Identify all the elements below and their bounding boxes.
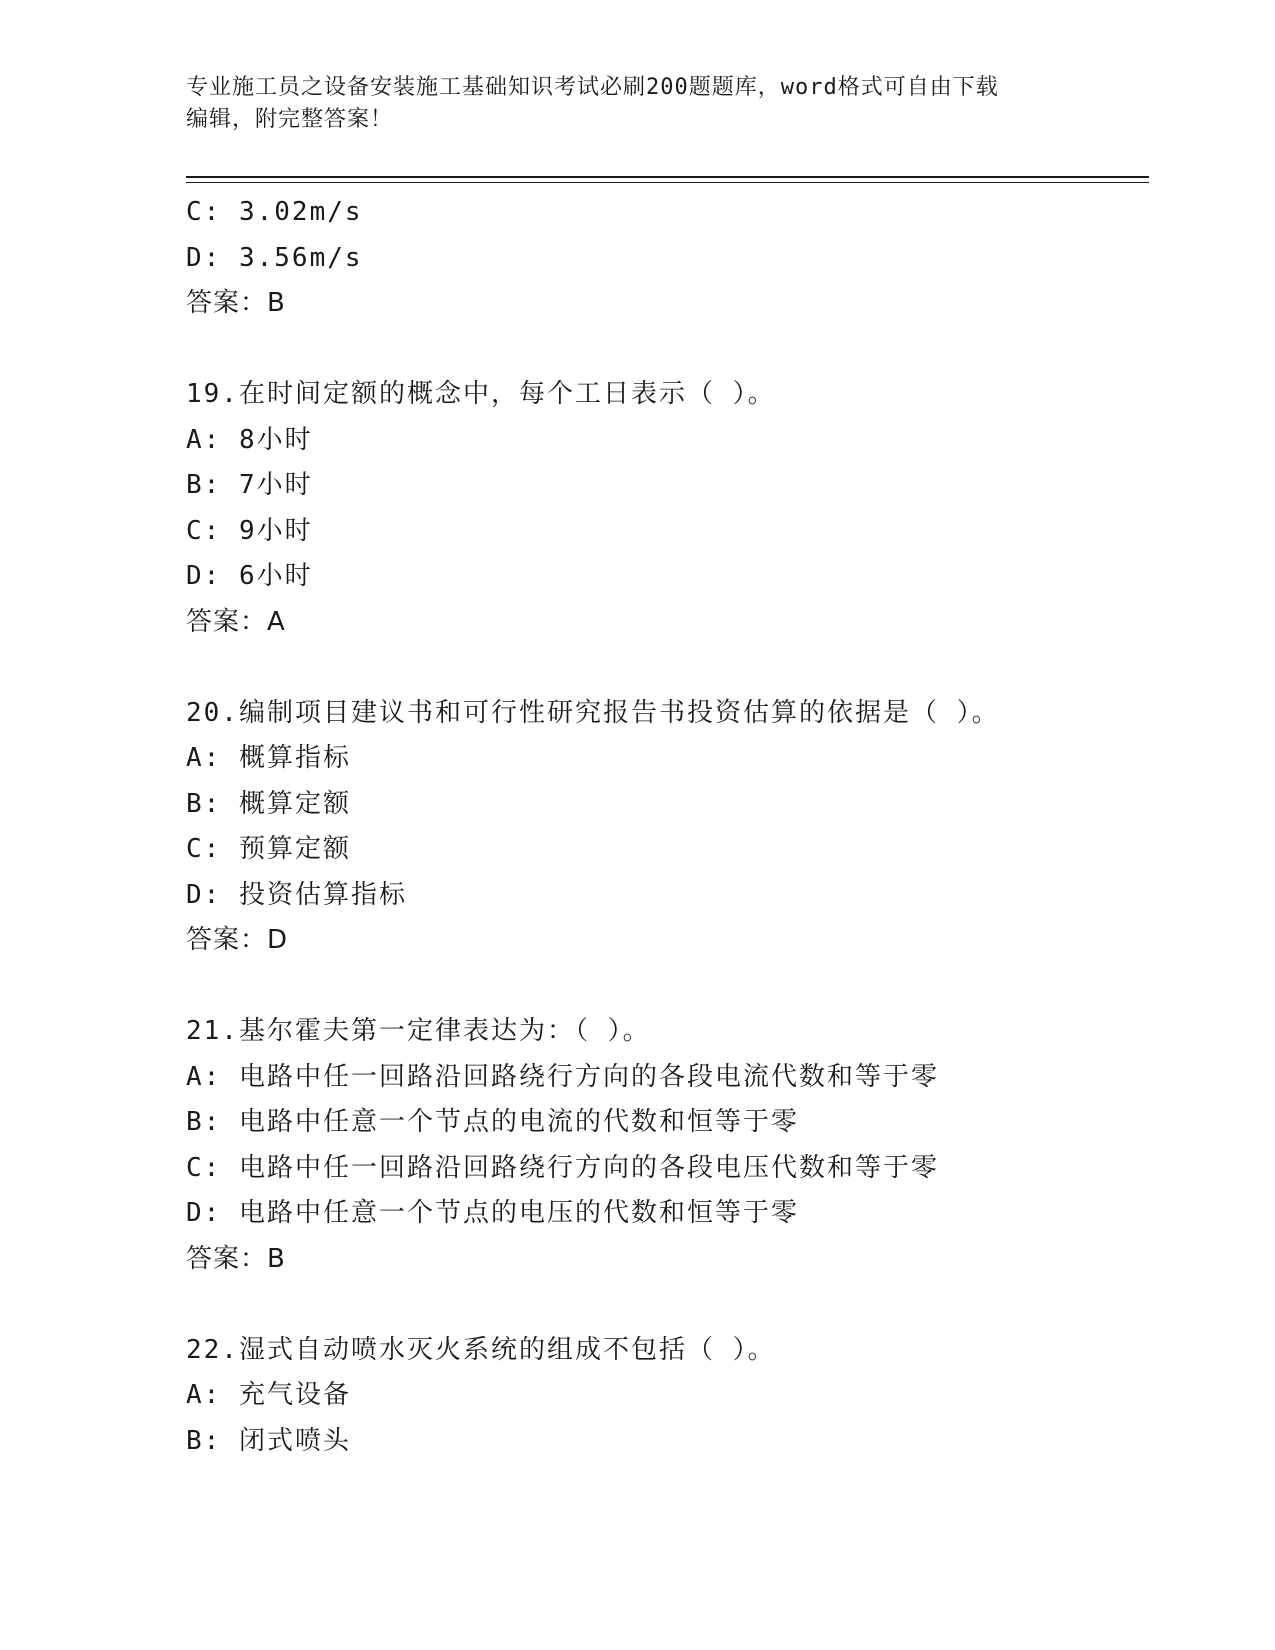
option-a: A: 充气设备 bbox=[186, 1380, 351, 1410]
option-c: C: 9小时 bbox=[186, 515, 313, 546]
answer-line: 答案：B bbox=[186, 1243, 286, 1274]
question-list bbox=[186, 190, 1146, 1464]
option-a: A: 概算指标 bbox=[186, 743, 351, 773]
option-c: C: 电路中任一回路沿回路绕行方向的各段电压代数和等于零 bbox=[186, 1152, 939, 1183]
header-divider bbox=[186, 176, 1149, 183]
option-a: A: 电路中任一回路沿回路绕行方向的各段电流代数和等于零 bbox=[186, 1061, 939, 1092]
option-b: B: 概算定额 bbox=[186, 788, 351, 819]
option-c: C: 预算定额 bbox=[186, 834, 351, 864]
document-header bbox=[186, 72, 1066, 136]
option-a: A: 8小时 bbox=[186, 424, 313, 455]
option-b: B: 闭式喷头 bbox=[186, 1425, 351, 1456]
option-c: C: 3.02m/s bbox=[186, 197, 363, 227]
question-stem: 21.基尔霍夫第一定律表达为：（ ）。 bbox=[186, 1016, 651, 1046]
answer-line: 答案：D bbox=[186, 925, 289, 955]
header-line-1: 专业施工员之设备安装施工基础知识考试必刷200题题库，word格式可自由下载 bbox=[186, 75, 999, 100]
question-stem: 22.湿式自动喷水灭火系统的组成不包括（ ）。 bbox=[186, 1334, 776, 1365]
question-stem: 19.在时间定额的概念中，每个工日表示（ ）。 bbox=[186, 379, 776, 409]
option-d: D: 3.56m/s bbox=[186, 242, 363, 273]
option-b: B: 7小时 bbox=[186, 470, 313, 500]
question-stem: 20.编制项目建议书和可行性研究报告书投资估算的依据是（ ）。 bbox=[186, 697, 1000, 728]
answer-line: 答案：A bbox=[186, 606, 286, 637]
option-d: D: 投资估算指标 bbox=[186, 879, 407, 910]
answer-line: 答案：B bbox=[186, 288, 286, 318]
option-d: D: 6小时 bbox=[186, 561, 313, 591]
header-line-2: 编辑，附完整答案！ bbox=[186, 107, 394, 132]
option-d: D: 电路中任意一个节点的电压的代数和恒等于零 bbox=[186, 1198, 799, 1228]
option-b: B: 电路中任意一个节点的电流的代数和恒等于零 bbox=[186, 1107, 799, 1137]
